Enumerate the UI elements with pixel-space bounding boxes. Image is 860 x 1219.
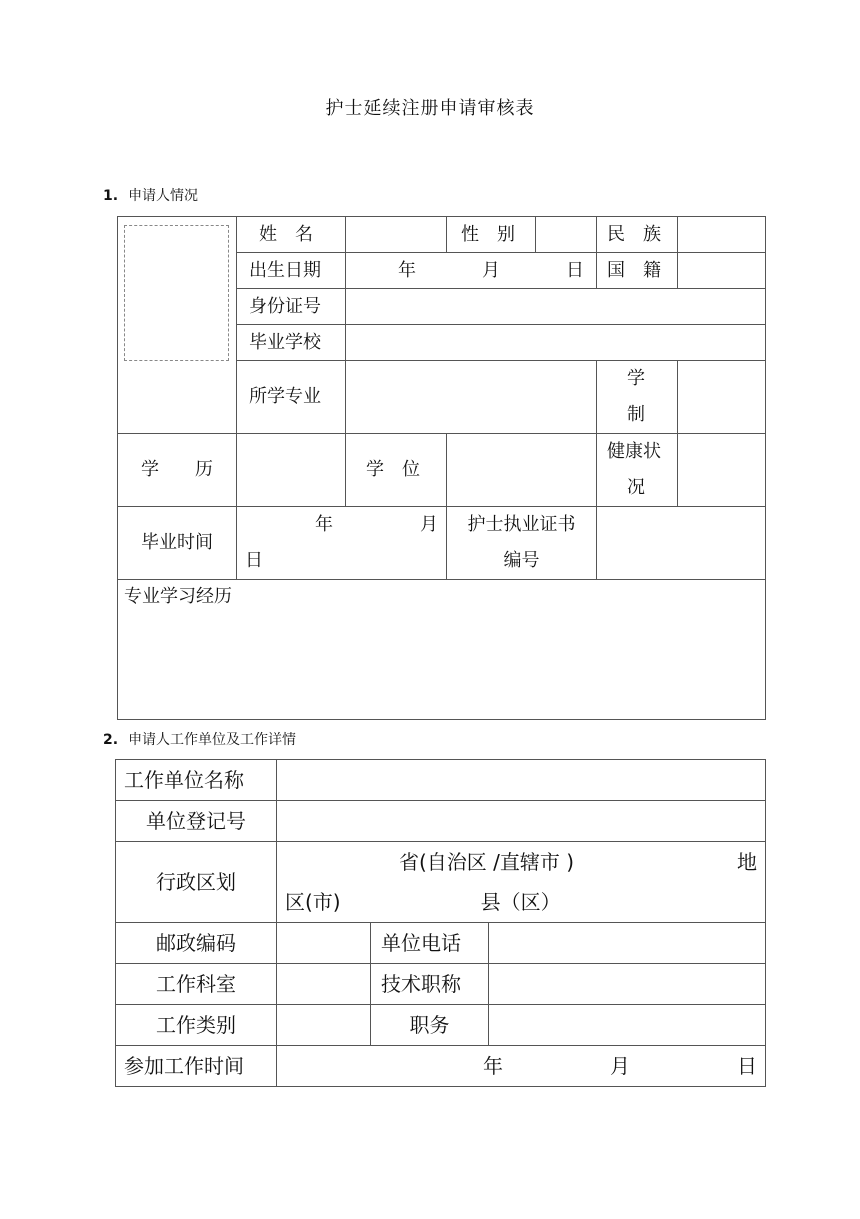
postcode-label: 邮政编码	[116, 923, 277, 964]
post-field[interactable]	[489, 1005, 766, 1046]
tech-title-label: 技术职称	[371, 964, 489, 1005]
license-number-label	[447, 507, 597, 580]
license-number-field[interactable]	[597, 507, 766, 580]
province-label: 省(自治区 /直辖市 )	[399, 850, 575, 874]
ethnicity-field[interactable]	[678, 217, 766, 253]
license-label-line-2: 编号	[503, 550, 540, 571]
employer-reg-no-label: 单位登记号	[116, 801, 277, 842]
birth-year-label: 年	[398, 259, 416, 281]
section-1-heading	[103, 185, 198, 205]
health-label-line-2: 况	[627, 477, 645, 498]
study-history-field[interactable]	[118, 580, 766, 720]
department-field[interactable]	[277, 964, 371, 1005]
city-label: 区(市)	[285, 890, 341, 914]
birth-date-field[interactable]	[346, 253, 597, 289]
id-number-field[interactable]	[346, 289, 766, 325]
gender-label: 性 别	[447, 217, 536, 253]
nationality-field[interactable]	[678, 253, 766, 289]
ethnicity-label: 民 族	[597, 217, 678, 253]
grad-month-label: 月	[420, 514, 438, 535]
photo-cell[interactable]	[118, 217, 237, 434]
schooling-field[interactable]	[678, 361, 766, 434]
health-label-line-1: 健康状	[607, 441, 661, 462]
section-1-label: 申请人情况	[128, 188, 199, 204]
admin-division-label: 行政区划	[116, 842, 277, 923]
school-label: 毕业学校	[237, 325, 346, 361]
employer-name-label: 工作单位名称	[116, 760, 277, 801]
employer-name-field[interactable]	[277, 760, 766, 801]
employer-phone-field[interactable]	[489, 923, 766, 964]
major-label: 所学专业	[237, 361, 346, 434]
schooling-label-line-2: 制	[627, 404, 645, 425]
employer-info-table	[115, 759, 766, 1087]
section-1-number: 1.	[103, 188, 119, 204]
birth-date-label: 出生日期	[237, 253, 346, 289]
major-field[interactable]	[346, 361, 597, 434]
work-category-field[interactable]	[277, 1005, 371, 1046]
birth-day-label: 日	[566, 259, 584, 281]
gender-field[interactable]	[536, 217, 597, 253]
photo-placeholder[interactable]	[124, 225, 229, 361]
graduation-time-label: 毕业时间	[118, 507, 237, 580]
post-label: 职务	[371, 1005, 489, 1046]
start-work-time-label: 参加工作时间	[116, 1046, 277, 1087]
start-month-label: 月	[610, 1054, 630, 1078]
region-end-label: 地	[737, 850, 758, 874]
department-label: 工作科室	[116, 964, 277, 1005]
admin-division-field[interactable]	[277, 842, 766, 923]
grad-year-label: 年	[315, 514, 333, 535]
study-history-label: 专业学习经历	[124, 586, 232, 607]
grad-day-label: 日	[245, 550, 263, 571]
section-2-heading	[103, 729, 296, 749]
form-title: 护士延续注册申请审核表	[325, 98, 535, 119]
start-work-time-field[interactable]	[277, 1046, 766, 1087]
id-number-label: 身份证号	[237, 289, 346, 325]
section-2-label: 申请人工作单位及工作详情	[128, 732, 297, 748]
postcode-field[interactable]	[277, 923, 371, 964]
degree-field[interactable]	[447, 434, 597, 507]
education-label: 学 历	[118, 434, 237, 507]
applicant-info-table	[117, 216, 766, 720]
start-year-label: 年	[483, 1054, 503, 1078]
employer-reg-no-field[interactable]	[277, 801, 766, 842]
graduation-time-field[interactable]	[237, 507, 447, 580]
degree-label: 学 位	[346, 434, 447, 507]
license-label-line-1: 护士执业证书	[467, 514, 576, 535]
health-label	[597, 434, 678, 507]
name-label: 姓 名	[237, 217, 346, 253]
schooling-label-line-1: 学	[627, 368, 645, 389]
schooling-label	[597, 361, 678, 434]
birth-month-label: 月	[482, 259, 500, 281]
tech-title-field[interactable]	[489, 964, 766, 1005]
school-field[interactable]	[346, 325, 766, 361]
nationality-label: 国 籍	[597, 253, 678, 289]
employer-phone-label: 单位电话	[371, 923, 489, 964]
work-category-label: 工作类别	[116, 1005, 277, 1046]
section-2-number: 2.	[103, 732, 119, 748]
education-field[interactable]	[237, 434, 346, 507]
county-label: 县（区）	[480, 890, 561, 914]
name-field[interactable]	[346, 217, 447, 253]
start-day-label: 日	[737, 1054, 757, 1078]
health-field[interactable]	[678, 434, 766, 507]
